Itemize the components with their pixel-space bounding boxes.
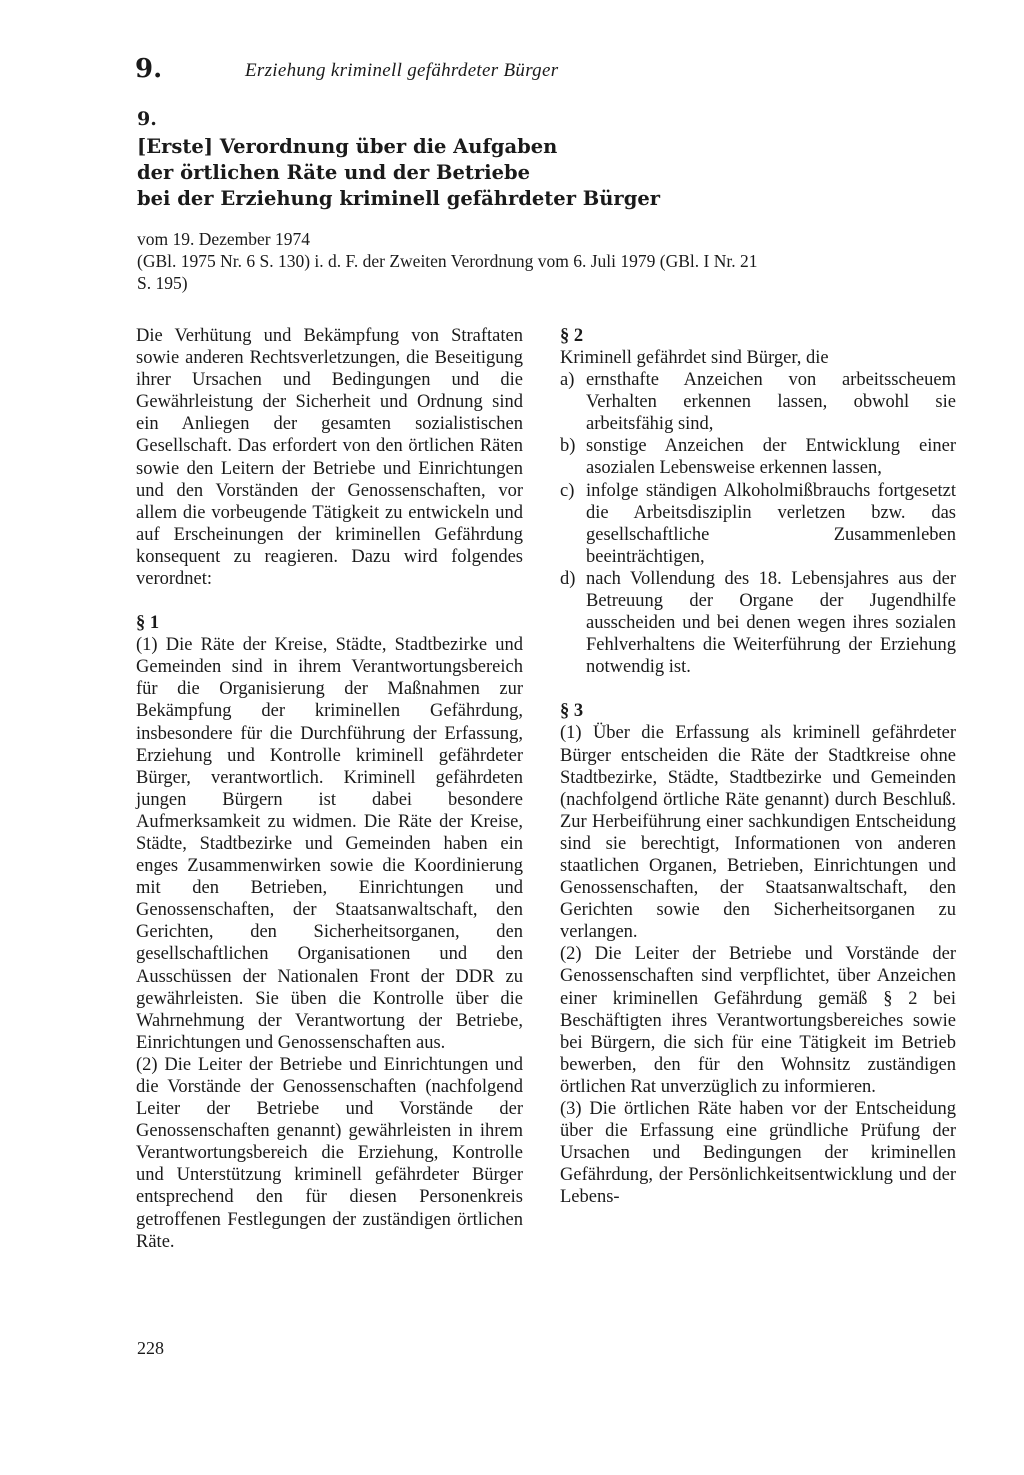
document-meta [137, 228, 927, 294]
list-item [560, 480, 956, 568]
list-item-text: infolge ständigen Alkoholmißbrauchs fortgesetzt die Arbeitsdisziplin verletzen bzw. das gesellschaftliche Zusammenleben beeinträchtigen, [586, 480, 956, 567]
document-source: (GBl. 1975 Nr. 6 S. 130) i. d. F. der Zweiten Verordnung vom 6. Juli 1979 (GBl. I Nr. 21 [137, 251, 758, 271]
document-date: vom 19. Dezember 1974 [137, 229, 311, 249]
running-head [135, 52, 635, 92]
section-1-paragraph-1: (1) Die Räte der Kreise, Städte, Stadtbezirke und Gemeinden sind in ihrem Verantwortungsbereich für die Organisierung der Maßnahmen zur Bekämpfung der kriminellen Gefährdung, insbesondere für die Durchführung der Erfassung, Erziehung und Kontrolle kriminell gefährdeter Bürger, verantwortlich. Kriminell gefährdeten jungen Bürgern ist dabei besondere Aufmerksamkeit zu widmen. Die Räte der Kreise, Städte, Stadtbezirke und Gemeinden haben ein enges Zusammenwirken sowie die Koordinierung mit den Betrieben, Einrichtungen und Genossenschaften, der Staatsanwaltschaft, den Gerichten, den Sicherheitsorganen, den gesellschaftlichen Organisationen und den Ausschüssen der Nationalen Front der DDR zu gewährleisten. Sie üben die Kontrolle über die Wahrnehmung der Verantwortung der Betriebe, Einrichtungen und Genossenschaften aus. [136, 635, 523, 1053]
document-title-line: [Erste] Verordnung über die Aufgaben [137, 135, 558, 158]
list-item-text: ernsthafte Anzeichen von arbeitsscheuem Verhalten erkennen lassen, obwohl sie arbeitsfähig sind, [586, 370, 956, 435]
document-source-cont: S. 195) [137, 273, 188, 293]
section-3-paragraph-1: (1) Über die Erfassung als kriminell gefährdeter Bürger entscheiden die Räte der Stadtkreise ohne Stadtbezirke, Städte, Stadtbezirke und Gemeinden (nachfolgend örtliche Räte genannt) durch Beschluß. Zur Herbeiführung einer sachkundigen Entscheidung sind sie berechtigt, Informationen von anderen staatlichen Organen, Betrieben, Einrichtungen und Genossenschaften, der Staatsanwaltschaft, den Gerichten sowie den Sicherheitsorganen zu verlangen. [560, 723, 956, 943]
document-header [137, 106, 897, 294]
document-title [137, 134, 897, 212]
section-2-list [560, 369, 956, 678]
section-heading-1: § 1 [136, 613, 160, 634]
preamble-paragraph: Die Verhütung und Bekämpfung von Straftaten sowie anderen Rechtsverletzungen, die Beseitigung ihrer Ursachen und Bedingungen und die Gewährleistung der Sicherheit und Ordnung sind ein Anliegen der gesamten sozialistischen Gesellschaft. Das erfordert von den örtlichen Räten sowie den Leitern der Betriebe und Einrichtungen und den Vorständen der Genossenschaften, vor allem die vorbeugende Tätigkeit zu entwickeln und auf Erscheinungen der kriminellen Gefährdung konsequent zu reagieren. Dazu wird folgendes verordnet: [136, 326, 523, 590]
list-item-marker: c) [560, 480, 575, 501]
section-1-paragraph-2: (2) Die Leiter der Betriebe und Einrichtungen und die Vorstände der Genossenschaften (nachfolgend Leiter der Betriebe und Vorstände der Genossenschaften genannt) gewährleisten in ihrem Verantwortungsbereich die Erziehung, Kontrolle und Unterstützung kriminell gefährdeter Bürger entsprechend den für diesen Personenkreis getroffenen Festlegungen der zuständigen örtlichen Räte. [136, 1054, 523, 1252]
page-number: 228 [137, 1338, 164, 1358]
right-column [560, 325, 956, 1208]
list-item [560, 369, 956, 435]
list-item [560, 435, 956, 479]
section-2-intro: Kriminell gefährdet sind Bürger, die [560, 348, 829, 368]
list-item-text: nach Vollendung des 18. Lebensjahres aus der Betreuung der Organe der Jugendhilfe ausscheiden und bei denen wegen ihres sozialen Fehlverhaltens die Weiterführung der Erziehung notwendig ist. [586, 568, 956, 678]
running-head-title: Erziehung kriminell gefährdeter Bürger [245, 60, 559, 81]
section-3-paragraph-2: (2) Die Leiter der Betriebe und Vorstände der Genossenschaften sind verpflichtet, über Anzeichen einer kriminellen Gefährdung gemäß § 2 bei Beschäftigten ihres Verantwortungsbereiches sowie bei Bürgern, die sich für eine Tätigkeit im Betrieb bewerben, den für den Wohnsitz zuständigen örtlichen Rat unverzüglich zu informieren. [560, 944, 956, 1097]
list-item-marker: b) [560, 436, 576, 457]
left-column [136, 325, 523, 1253]
section-heading-2: § 2 [560, 326, 584, 346]
document-title-line: der örtlichen Räte und der Betriebe [137, 161, 531, 184]
list-item-marker: a) [560, 370, 575, 391]
list-item-text: sonstige Anzeichen der Entwicklung einer asozialen Lebensweise erkennen lassen, [586, 436, 956, 479]
document-title-line: bei der Erziehung kriminell gefährdeter Bürger [137, 187, 661, 210]
running-head-number: 9. [135, 54, 163, 84]
document-number: 9. [137, 108, 157, 130]
list-item [560, 568, 956, 678]
list-item-marker: d) [560, 568, 576, 589]
section-heading-3: § 3 [560, 701, 584, 722]
section-3-paragraph-3: (3) Die örtlichen Räte haben vor der Entscheidung über die Erfassung eine gründliche Prüfung der Ursachen und Bedingungen der kriminellen Gefährdung, der Persönlichkeitsentwicklung und der Lebens- [560, 1099, 956, 1208]
